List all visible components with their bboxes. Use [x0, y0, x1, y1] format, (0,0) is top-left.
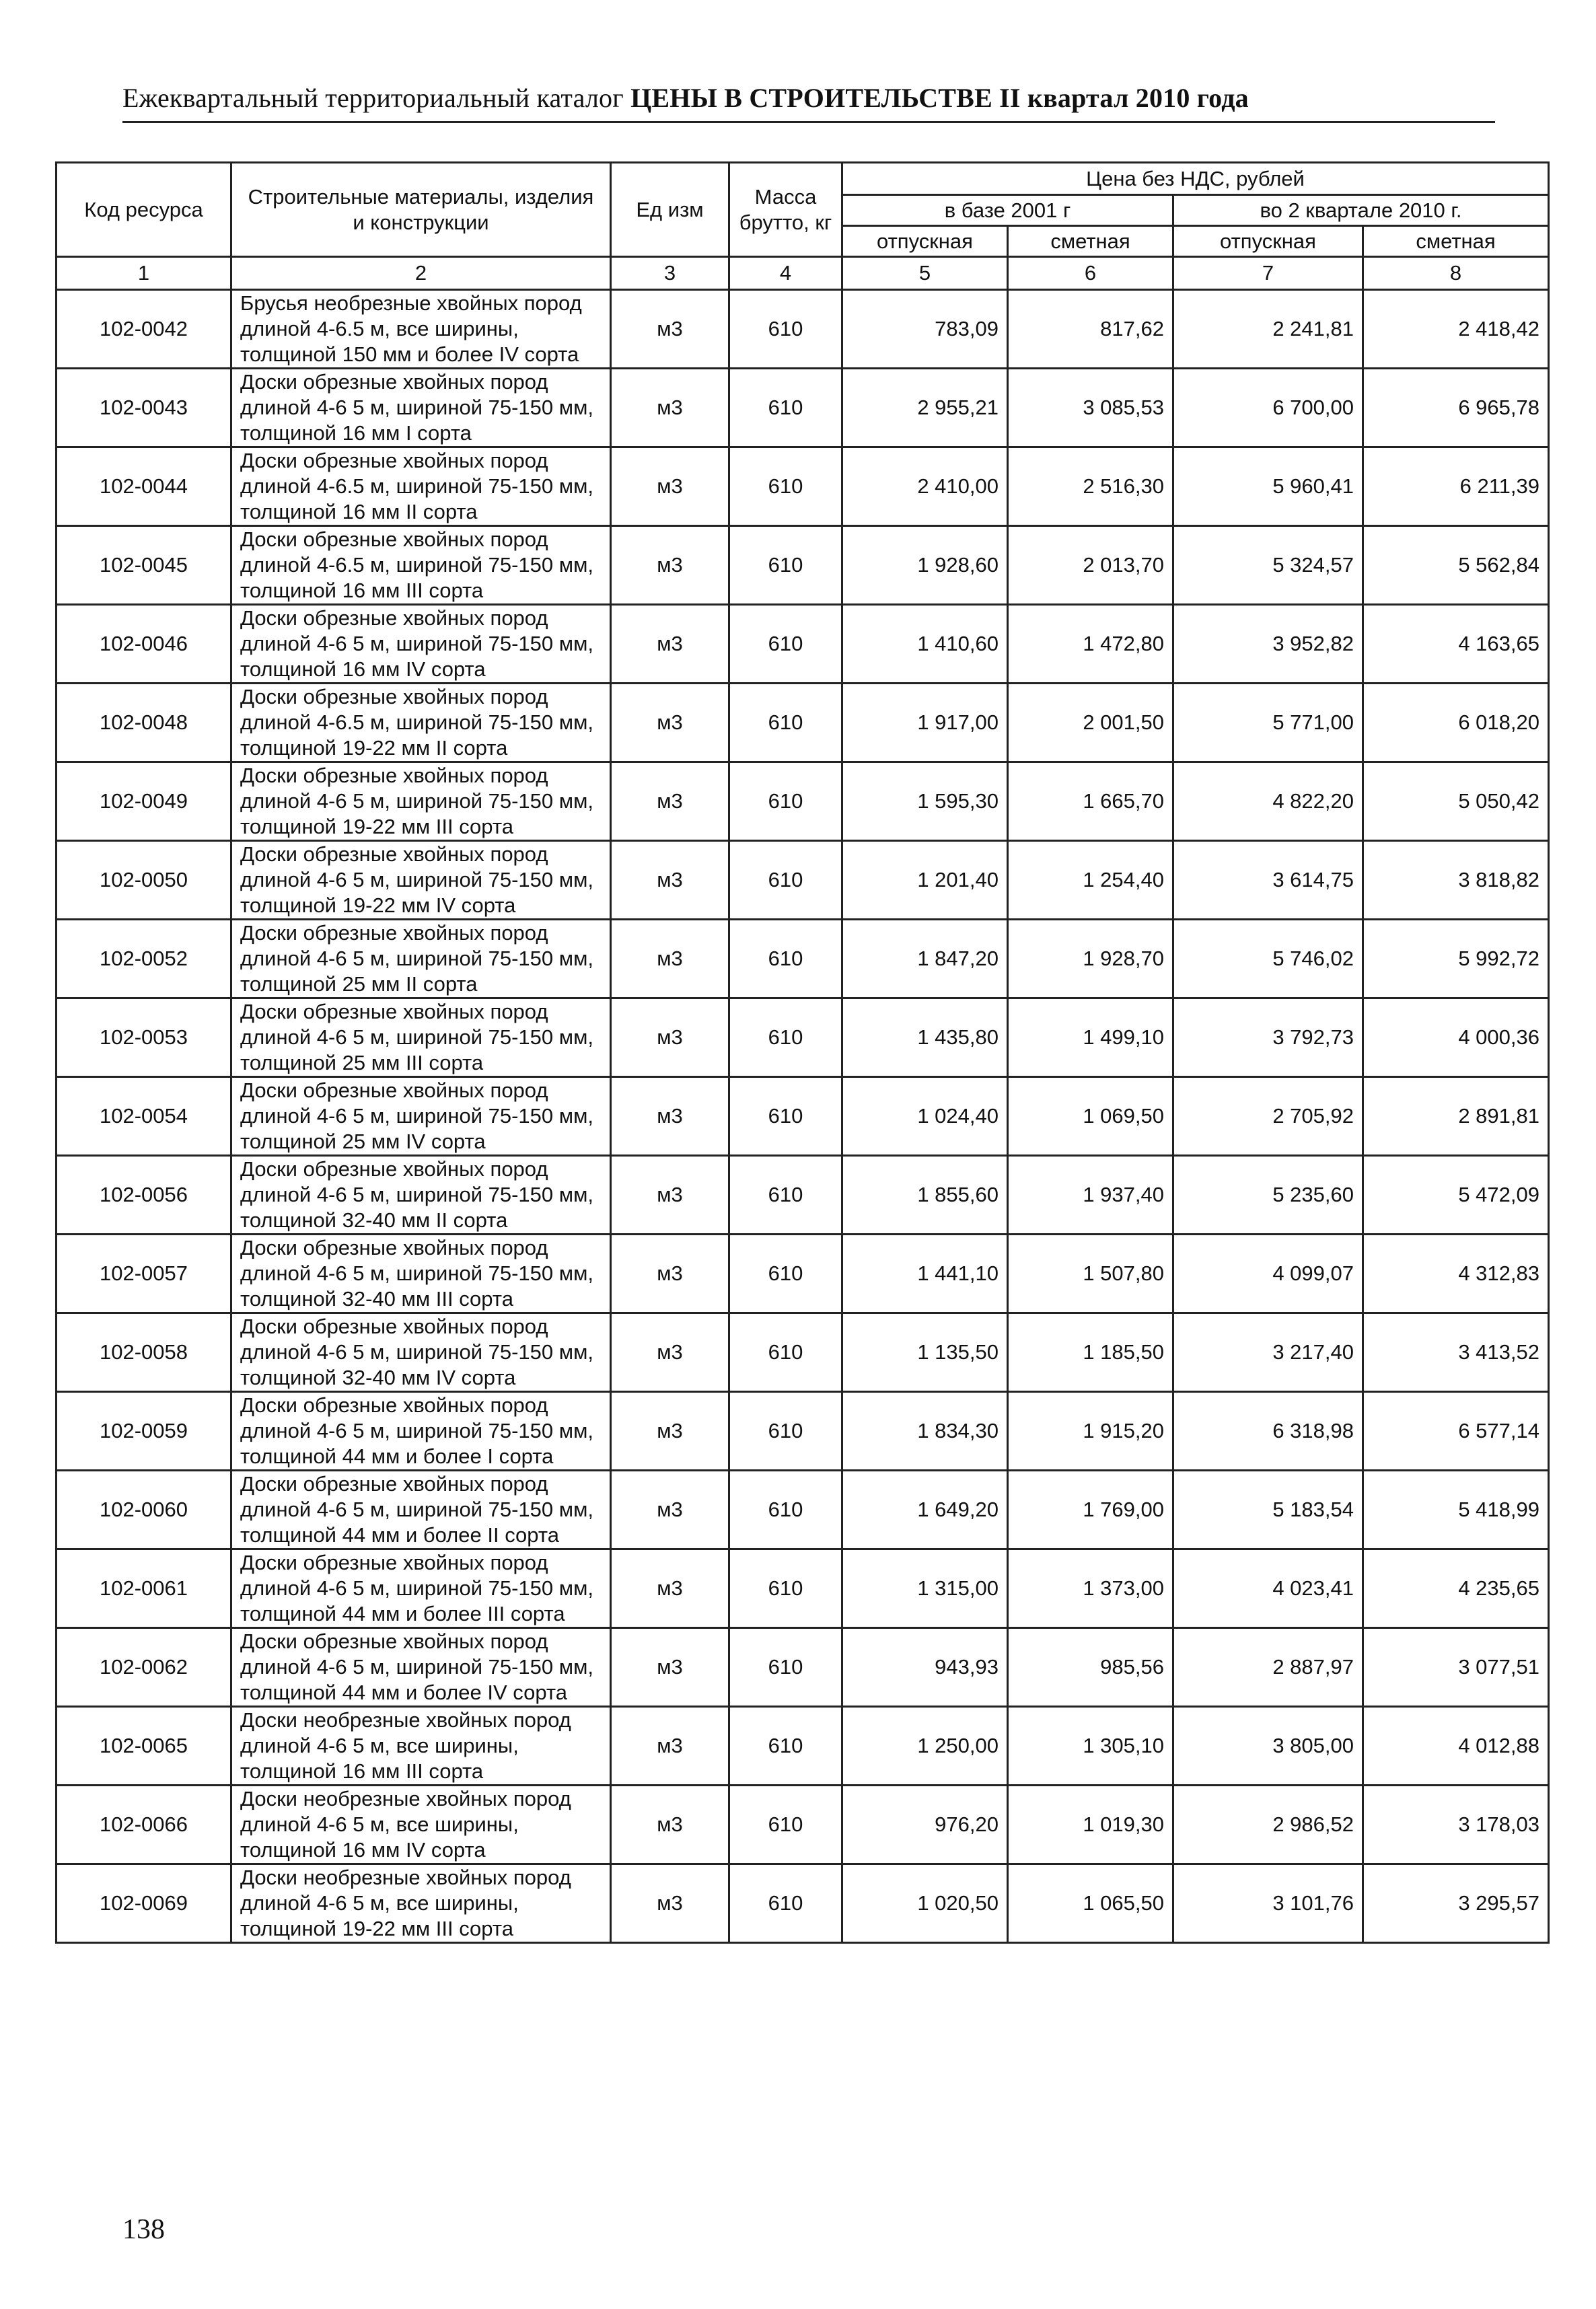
material-name: Доски обрезные хвойных пород длиной 4-6.5 м, шириной 75-150 мм, толщиной 16 мм II сорта: [231, 447, 611, 526]
price-sale-2001: 1 250,00: [842, 1707, 1008, 1786]
resource-code: 102-0050: [57, 841, 231, 920]
table-row: [57, 1392, 1549, 1471]
price-estimate-2001: 2 001,50: [1008, 684, 1173, 762]
price-sale-2010: 3 805,00: [1173, 1707, 1363, 1786]
resource-code: 102-0060: [57, 1471, 231, 1549]
table-row: [57, 1707, 1549, 1786]
price-estimate-2001: 1 472,80: [1008, 605, 1173, 684]
gross-mass: 610: [729, 920, 842, 998]
price-estimate-2010: 5 562,84: [1363, 526, 1549, 605]
col-header-code: Код ресурса: [57, 163, 231, 257]
material-name: Доски обрезные хвойных пород длиной 4-6.5 м, шириной 75-150 мм, толщиной 16 мм III сорта: [231, 526, 611, 605]
gross-mass: 610: [729, 1786, 842, 1864]
price-sale-2001: 1 410,60: [842, 605, 1008, 684]
price-estimate-2010: 4 012,88: [1363, 1707, 1549, 1786]
unit: м3: [611, 1235, 729, 1313]
gross-mass: 610: [729, 1549, 842, 1628]
price-estimate-2001: 1 373,00: [1008, 1549, 1173, 1628]
unit: м3: [611, 1392, 729, 1471]
column-number: 4: [729, 257, 842, 290]
unit: м3: [611, 447, 729, 526]
resource-code: 102-0069: [57, 1864, 231, 1943]
resource-code: 102-0058: [57, 1313, 231, 1392]
col-header-estimate-2010: сметная: [1363, 226, 1549, 257]
price-estimate-2010: 5 418,99: [1363, 1471, 1549, 1549]
material-name: Доски необрезные хвойных пород длиной 4-6 5 м, все ширины, толщиной 19-22 мм III сорта: [231, 1864, 611, 1943]
price-estimate-2001: 1 185,50: [1008, 1313, 1173, 1392]
unit: м3: [611, 684, 729, 762]
column-number: 8: [1363, 257, 1549, 290]
table-row: [57, 920, 1549, 998]
resource-code: 102-0057: [57, 1235, 231, 1313]
column-number: 2: [231, 257, 611, 290]
price-estimate-2010: 5 992,72: [1363, 920, 1549, 998]
price-estimate-2010: 6 577,14: [1363, 1392, 1549, 1471]
table-row: [57, 1235, 1549, 1313]
price-sale-2001: 1 024,40: [842, 1077, 1008, 1156]
price-estimate-2001: 1 937,40: [1008, 1156, 1173, 1235]
unit: м3: [611, 1707, 729, 1786]
table-row: [57, 1786, 1549, 1864]
material-name: Доски необрезные хвойных пород длиной 4-6 5 м, все ширины, толщиной 16 мм IV сорта: [231, 1786, 611, 1864]
gross-mass: 610: [729, 998, 842, 1077]
material-name: Доски обрезные хвойных пород длиной 4-6 5 м, шириной 75-150 мм, толщиной 25 мм IV сорта: [231, 1077, 611, 1156]
resource-code: 102-0061: [57, 1549, 231, 1628]
price-sale-2001: 1 441,10: [842, 1235, 1008, 1313]
price-sale-2001: 2 955,21: [842, 369, 1008, 447]
material-name: Доски обрезные хвойных пород длиной 4-6 5 м, шириной 75-150 мм, толщиной 19-22 мм III сорта: [231, 762, 611, 841]
material-name: Брусья необрезные хвойных пород длиной 4-6.5 м, все ширины, толщиной 150 мм и более IV сорта: [231, 290, 611, 369]
material-name: Доски обрезные хвойных пород длиной 4-6 5 м, шириной 75-150 мм, толщиной 16 мм IV сорта: [231, 605, 611, 684]
table-row: [57, 1549, 1549, 1628]
resource-code: 102-0059: [57, 1392, 231, 1471]
unit: м3: [611, 841, 729, 920]
material-name: Доски обрезные хвойных пород длиной 4-6 5 м, шириной 75-150 мм, толщиной 25 мм II сорта: [231, 920, 611, 998]
unit: м3: [611, 762, 729, 841]
gross-mass: 610: [729, 369, 842, 447]
resource-code: 102-0044: [57, 447, 231, 526]
price-estimate-2001: 985,56: [1008, 1628, 1173, 1707]
table-head: [57, 163, 1549, 290]
unit: м3: [611, 526, 729, 605]
material-name: Доски обрезные хвойных пород длиной 4-6 5 м, шириной 75-150 мм, толщиной 32-40 мм II сорта: [231, 1156, 611, 1235]
price-estimate-2010: 3 077,51: [1363, 1628, 1549, 1707]
unit: м3: [611, 1077, 729, 1156]
price-sale-2001: 1 595,30: [842, 762, 1008, 841]
material-name: Доски обрезные хвойных пород длиной 4-6.5 м, шириной 75-150 мм, толщиной 19-22 мм II сорта: [231, 684, 611, 762]
header-period: II квартал 2010 года: [999, 83, 1249, 113]
price-sale-2010: 2 986,52: [1173, 1786, 1363, 1864]
material-name: Доски обрезные хвойных пород длиной 4-6 5 м, шириной 75-150 мм, толщиной 16 мм I сорта: [231, 369, 611, 447]
price-estimate-2001: 817,62: [1008, 290, 1173, 369]
column-number: 1: [57, 257, 231, 290]
price-estimate-2001: 1 305,10: [1008, 1707, 1173, 1786]
gross-mass: 610: [729, 684, 842, 762]
price-sale-2001: 1 917,00: [842, 684, 1008, 762]
price-estimate-2010: 4 163,65: [1363, 605, 1549, 684]
gross-mass: 610: [729, 1077, 842, 1156]
resource-code: 102-0043: [57, 369, 231, 447]
material-name: Доски обрезные хвойных пород длиной 4-6 5 м, шириной 75-150 мм, толщиной 32-40 мм IV сорта: [231, 1313, 611, 1392]
gross-mass: 610: [729, 605, 842, 684]
price-estimate-2010: 4 235,65: [1363, 1549, 1549, 1628]
table-row: [57, 841, 1549, 920]
price-estimate-2001: 2 516,30: [1008, 447, 1173, 526]
price-sale-2001: 1 020,50: [842, 1864, 1008, 1943]
price-sale-2001: 1 435,80: [842, 998, 1008, 1077]
table-row: [57, 1628, 1549, 1707]
table-row: [57, 998, 1549, 1077]
price-estimate-2010: 6 965,78: [1363, 369, 1549, 447]
header-catalog-title: ЦЕНЫ В СТРОИТЕЛЬСТВЕ: [630, 83, 992, 113]
col-header-price-group: Цена без НДС, рублей: [842, 163, 1549, 195]
resource-code: 102-0054: [57, 1077, 231, 1156]
resource-code: 102-0053: [57, 998, 231, 1077]
material-name: Доски обрезные хвойных пород длиной 4-6 5 м, шириной 75-150 мм, толщиной 44 мм и более I сорта: [231, 1392, 611, 1471]
resource-code: 102-0065: [57, 1707, 231, 1786]
price-sale-2001: 1 135,50: [842, 1313, 1008, 1392]
gross-mass: 610: [729, 1156, 842, 1235]
price-sale-2010: 3 952,82: [1173, 605, 1363, 684]
column-number: 6: [1008, 257, 1173, 290]
price-sale-2010: 3 217,40: [1173, 1313, 1363, 1392]
resource-code: 102-0045: [57, 526, 231, 605]
price-estimate-2010: 5 050,42: [1363, 762, 1549, 841]
price-sale-2010: 4 822,20: [1173, 762, 1363, 841]
price-estimate-2010: 6 211,39: [1363, 447, 1549, 526]
column-number: 3: [611, 257, 729, 290]
unit: м3: [611, 1786, 729, 1864]
material-name: Доски обрезные хвойных пород длиной 4-6 5 м, шириной 75-150 мм, толщиной 44 мм и более II сорта: [231, 1471, 611, 1549]
price-estimate-2010: 5 472,09: [1363, 1156, 1549, 1235]
price-estimate-2010: 2 891,81: [1363, 1077, 1549, 1156]
price-estimate-2010: 3 178,03: [1363, 1786, 1549, 1864]
price-estimate-2010: 3 413,52: [1363, 1313, 1549, 1392]
gross-mass: 610: [729, 1471, 842, 1549]
price-sale-2010: 5 183,54: [1173, 1471, 1363, 1549]
material-name: Доски обрезные хвойных пород длиной 4-6 5 м, шириной 75-150 мм, толщиной 32-40 мм III сорта: [231, 1235, 611, 1313]
price-estimate-2010: 4 312,83: [1363, 1235, 1549, 1313]
price-sale-2001: 1 649,20: [842, 1471, 1008, 1549]
material-name: Доски обрезные хвойных пород длиной 4-6 5 м, шириной 75-150 мм, толщиной 44 мм и более III сорта: [231, 1549, 611, 1628]
column-number: 5: [842, 257, 1008, 290]
table-body: [57, 290, 1549, 1943]
price-estimate-2001: 1 915,20: [1008, 1392, 1173, 1471]
price-sale-2001: 1 847,20: [842, 920, 1008, 998]
price-sale-2001: 976,20: [842, 1786, 1008, 1864]
price-estimate-2001: 1 769,00: [1008, 1471, 1173, 1549]
header-rule: [122, 121, 1495, 123]
table-row: [57, 369, 1549, 447]
resource-code: 102-0056: [57, 1156, 231, 1235]
unit: м3: [611, 1313, 729, 1392]
table-row: [57, 447, 1549, 526]
price-estimate-2001: 1 665,70: [1008, 762, 1173, 841]
table-row: [57, 605, 1549, 684]
price-estimate-2010: 4 000,36: [1363, 998, 1549, 1077]
column-number-row: [57, 257, 1549, 290]
price-sale-2001: 1 855,60: [842, 1156, 1008, 1235]
col-header-sale-2010: отпускная: [1173, 226, 1363, 257]
unit: м3: [611, 1628, 729, 1707]
price-sale-2010: 3 101,76: [1173, 1864, 1363, 1943]
unit: м3: [611, 1156, 729, 1235]
col-header-materials: Строительные материалы, изделия и конструкции: [231, 163, 611, 257]
table-row: [57, 1471, 1549, 1549]
gross-mass: 610: [729, 762, 842, 841]
resource-code: 102-0062: [57, 1628, 231, 1707]
unit: м3: [611, 290, 729, 369]
gross-mass: 610: [729, 1235, 842, 1313]
table-row: [57, 762, 1549, 841]
material-name: Доски обрезные хвойных пород длиной 4-6 5 м, шириной 75-150 мм, толщиной 25 мм III сорта: [231, 998, 611, 1077]
price-estimate-2001: 1 065,50: [1008, 1864, 1173, 1943]
price-estimate-2001: 1 254,40: [1008, 841, 1173, 920]
price-estimate-2001: 1 507,80: [1008, 1235, 1173, 1313]
unit: м3: [611, 920, 729, 998]
price-sale-2001: 1 315,00: [842, 1549, 1008, 1628]
material-name: Доски обрезные хвойных пород длиной 4-6 5 м, шириной 75-150 мм, толщиной 19-22 мм IV сорта: [231, 841, 611, 920]
table-row: [57, 1864, 1549, 1943]
page-number: 138: [122, 2214, 165, 2245]
unit: м3: [611, 1864, 729, 1943]
price-estimate-2001: 1 928,70: [1008, 920, 1173, 998]
price-estimate-2001: 1 499,10: [1008, 998, 1173, 1077]
price-estimate-2010: 3 295,57: [1363, 1864, 1549, 1943]
gross-mass: 610: [729, 1707, 842, 1786]
price-sale-2010: 4 099,07: [1173, 1235, 1363, 1313]
material-name: Доски необрезные хвойных пород длиной 4-6 5 м, все ширины, толщиной 16 мм III сорта: [231, 1707, 611, 1786]
table-row: [57, 1313, 1549, 1392]
price-sale-2001: 1 201,40: [842, 841, 1008, 920]
unit: м3: [611, 1471, 729, 1549]
gross-mass: 610: [729, 526, 842, 605]
unit: м3: [611, 369, 729, 447]
unit: м3: [611, 605, 729, 684]
resource-code: 102-0048: [57, 684, 231, 762]
price-sale-2010: 5 746,02: [1173, 920, 1363, 998]
gross-mass: 610: [729, 841, 842, 920]
resource-code: 102-0066: [57, 1786, 231, 1864]
price-sale-2001: 943,93: [842, 1628, 1008, 1707]
table-row: [57, 1077, 1549, 1156]
table-row: [57, 526, 1549, 605]
price-sale-2010: 5 771,00: [1173, 684, 1363, 762]
price-estimate-2001: 1 069,50: [1008, 1077, 1173, 1156]
price-sale-2010: 2 705,92: [1173, 1077, 1363, 1156]
price-sale-2010: 3 792,73: [1173, 998, 1363, 1077]
gross-mass: 610: [729, 1392, 842, 1471]
price-estimate-2010: 3 818,82: [1363, 841, 1549, 920]
material-name: Доски обрезные хвойных пород длиной 4-6 5 м, шириной 75-150 мм, толщиной 44 мм и более IV сорта: [231, 1628, 611, 1707]
col-header-base-2001: в базе 2001 г: [842, 195, 1173, 226]
price-sale-2010: 6 700,00: [1173, 369, 1363, 447]
price-sale-2010: 5 324,57: [1173, 526, 1363, 605]
table-row: [57, 1156, 1549, 1235]
column-number: 7: [1173, 257, 1363, 290]
price-estimate-2001: 1 019,30: [1008, 1786, 1173, 1864]
header-prefix: Ежеквартальный территориальный каталог: [122, 83, 624, 113]
gross-mass: 610: [729, 447, 842, 526]
table-row: [57, 290, 1549, 369]
price-table: [55, 161, 1550, 1944]
col-header-estimate-2001: сметная: [1008, 226, 1173, 257]
price-sale-2001: 1 834,30: [842, 1392, 1008, 1471]
price-sale-2001: 2 410,00: [842, 447, 1008, 526]
price-estimate-2001: 2 013,70: [1008, 526, 1173, 605]
price-sale-2010: 2 241,81: [1173, 290, 1363, 369]
resource-code: 102-0042: [57, 290, 231, 369]
page-header: [122, 82, 1495, 114]
gross-mass: 610: [729, 290, 842, 369]
price-sale-2010: 5 235,60: [1173, 1156, 1363, 1235]
price-sale-2010: 5 960,41: [1173, 447, 1363, 526]
price-estimate-2010: 2 418,42: [1363, 290, 1549, 369]
col-header-unit: Ед изм: [611, 163, 729, 257]
col-header-sale-2001: отпускная: [842, 226, 1008, 257]
price-sale-2001: 1 928,60: [842, 526, 1008, 605]
table-row: [57, 684, 1549, 762]
price-sale-2010: 4 023,41: [1173, 1549, 1363, 1628]
col-header-q2-2010: во 2 квартале 2010 г.: [1173, 195, 1549, 226]
price-sale-2010: 2 887,97: [1173, 1628, 1363, 1707]
col-header-mass: Масса брутто, кг: [729, 163, 842, 257]
unit: м3: [611, 1549, 729, 1628]
gross-mass: 610: [729, 1628, 842, 1707]
unit: м3: [611, 998, 729, 1077]
price-estimate-2010: 6 018,20: [1363, 684, 1549, 762]
resource-code: 102-0046: [57, 605, 231, 684]
resource-code: 102-0052: [57, 920, 231, 998]
price-sale-2010: 3 614,75: [1173, 841, 1363, 920]
gross-mass: 610: [729, 1313, 842, 1392]
resource-code: 102-0049: [57, 762, 231, 841]
price-sale-2001: 783,09: [842, 290, 1008, 369]
price-estimate-2001: 3 085,53: [1008, 369, 1173, 447]
gross-mass: 610: [729, 1864, 842, 1943]
price-sale-2010: 6 318,98: [1173, 1392, 1363, 1471]
